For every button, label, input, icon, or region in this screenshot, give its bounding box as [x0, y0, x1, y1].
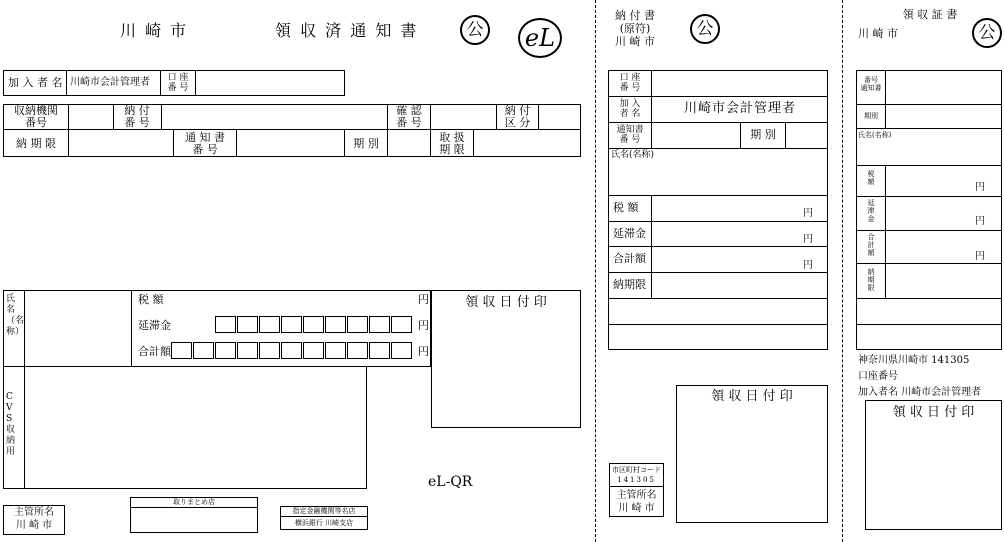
name-label: 氏名（名称） — [6, 294, 25, 337]
institution-label: 収納機関 番号 — [14, 104, 58, 129]
receipt-tax-label: 税 額 — [867, 170, 875, 186]
subscriber-value: 川崎市会計管理者 — [70, 77, 150, 88]
due-row — [3, 130, 581, 157]
late-fee-digit-box[interactable] — [281, 316, 302, 333]
total-digit-box[interactable] — [237, 342, 258, 359]
institution-row — [3, 104, 581, 130]
jurisdiction-label: 主管所名 — [14, 507, 54, 518]
receipt-subscriber-line: 加入者名 川崎市会計管理者 — [858, 387, 982, 398]
receipt-city: 川 崎 市 — [858, 27, 898, 40]
main-city: 川 崎 市 — [120, 21, 189, 40]
total-digit-box[interactable] — [171, 342, 192, 359]
handling-deadline-label: 取 扱 期 限 — [439, 131, 465, 156]
cvs-label: CVS収納用 — [6, 392, 16, 457]
designated-bank-label: 指定金融機関等名店 — [292, 507, 356, 515]
slip-city: 川 崎 市 — [615, 35, 655, 48]
slip-late-fee-yen: 円 — [803, 234, 813, 245]
slip-late-fee-label: 延滞金 — [613, 227, 646, 240]
subscriber-label: 加 入 者 名 — [8, 76, 63, 89]
slip-receipt-stamp-label: 領 収 日 付 印 — [711, 389, 793, 404]
period-label: 期 別 — [353, 137, 379, 150]
receipt-late-fee-yen: 円 — [975, 216, 985, 227]
total-digit-box[interactable] — [325, 342, 346, 359]
receipt-stamp-label: 領 収 日 付 印 — [892, 405, 975, 420]
account-label: 口 座 番 号 — [167, 73, 189, 93]
el-logo: eL — [518, 18, 562, 58]
total-digit-box[interactable] — [259, 342, 280, 359]
slip-tax-yen: 円 — [803, 208, 813, 219]
late-fee-yen: 円 — [418, 319, 429, 332]
slip-account-label: 口 座 番 号 — [619, 73, 641, 93]
slip-subscriber-value: 川崎市会計管理者 — [683, 101, 796, 116]
slip-receipt-stamp-box — [676, 385, 828, 523]
slip-original: (原符) — [619, 22, 651, 35]
receipt-period-label: 期別 — [864, 112, 878, 120]
receipt-late-fee-label: 延 滞 金 — [867, 199, 875, 223]
late-fee-digit-box[interactable] — [259, 316, 280, 333]
slip-title: 納 付 書 — [615, 9, 655, 22]
late-fee-digit-box[interactable] — [325, 316, 346, 333]
municipality-code-label: 市区町村コード — [612, 466, 661, 474]
notice-no-label: 通 知 書 番 号 — [185, 131, 225, 156]
slip-public-mark-icon: 公 — [690, 14, 720, 44]
late-fee-digit-box[interactable] — [347, 316, 368, 333]
late-fee-digit-box[interactable] — [215, 316, 236, 333]
payment-no-label: 納 付 番 号 — [124, 104, 150, 129]
slip-jurisdiction-value: 川 崎 市 — [618, 503, 655, 514]
collecting-store-label: 取りまとめ店 — [173, 498, 215, 506]
late-fee-label: 延滞金 — [138, 319, 171, 332]
el-qr-label: eL-QR — [428, 474, 473, 490]
designated-bank-value: 横浜銀行 川崎支店 — [294, 519, 354, 527]
jurisdiction-value: 川 崎 市 — [15, 520, 53, 531]
late-fee-digit-box[interactable] — [237, 316, 258, 333]
receipt-title: 領 収 証 書 — [902, 8, 958, 21]
cvs-block — [3, 367, 367, 489]
payment-type-label: 納 付 区 分 — [504, 104, 531, 129]
main-receipt-stamp-box — [431, 290, 581, 428]
perforation-line — [842, 0, 843, 542]
receipt-notice-no-label: 番号 通知書 — [860, 76, 882, 92]
perforation-line — [595, 0, 596, 542]
late-fee-digit-box[interactable] — [369, 316, 390, 333]
slip-period-label: 期 別 — [750, 128, 776, 141]
receipt-total-label: 合 計 額 — [867, 233, 875, 257]
late-fee-digit-box[interactable] — [303, 316, 324, 333]
due-date-label: 納 期 限 — [16, 137, 56, 150]
slip-subscriber-label: 加 入 者 名 — [619, 99, 641, 119]
late-fee-digit-box[interactable] — [391, 316, 412, 333]
slip-tax-label: 税 額 — [613, 201, 639, 214]
main-receipt-stamp-label: 領 収 日 付 印 — [465, 295, 547, 310]
confirm-no-label: 確 認 番 号 — [396, 104, 422, 129]
total-digit-box[interactable] — [215, 342, 236, 359]
receipt-tax-yen: 円 — [975, 182, 985, 193]
slip-total-yen: 円 — [803, 260, 813, 271]
slip-jurisdiction-label: 主管所名 — [616, 490, 657, 501]
receipt-public-mark-icon: 公 — [972, 18, 1002, 48]
total-yen: 円 — [418, 345, 429, 358]
total-label: 合計額 — [138, 345, 171, 358]
total-digit-box[interactable] — [303, 342, 324, 359]
tax-yen: 円 — [418, 293, 429, 306]
public-mark-icon: 公 — [460, 15, 490, 45]
receipt-due-label: 納 期 限 — [867, 268, 875, 292]
receipt-account-label: 口座番号 — [858, 371, 898, 382]
receipt-total-yen: 円 — [975, 251, 985, 262]
total-digit-box[interactable] — [369, 342, 390, 359]
receipt-name-label: 氏名(名称) — [858, 131, 892, 139]
total-digit-box[interactable] — [281, 342, 302, 359]
tax-label: 税 額 — [138, 293, 164, 306]
receipt-address: 神奈川県川崎市 141305 — [858, 355, 970, 366]
total-digit-box[interactable] — [347, 342, 368, 359]
main-doc-title: 領 収 済 通 知 書 — [275, 21, 419, 40]
slip-total-label: 合計額 — [613, 252, 646, 265]
total-digit-box[interactable] — [193, 342, 214, 359]
slip-name-label: 氏名(名称) — [611, 150, 655, 160]
municipality-code-value: 141305 — [617, 476, 656, 484]
total-digit-box[interactable] — [391, 342, 412, 359]
slip-due-label: 納期限 — [613, 278, 646, 291]
slip-notice-no-label: 通知書 番 号 — [616, 125, 644, 145]
